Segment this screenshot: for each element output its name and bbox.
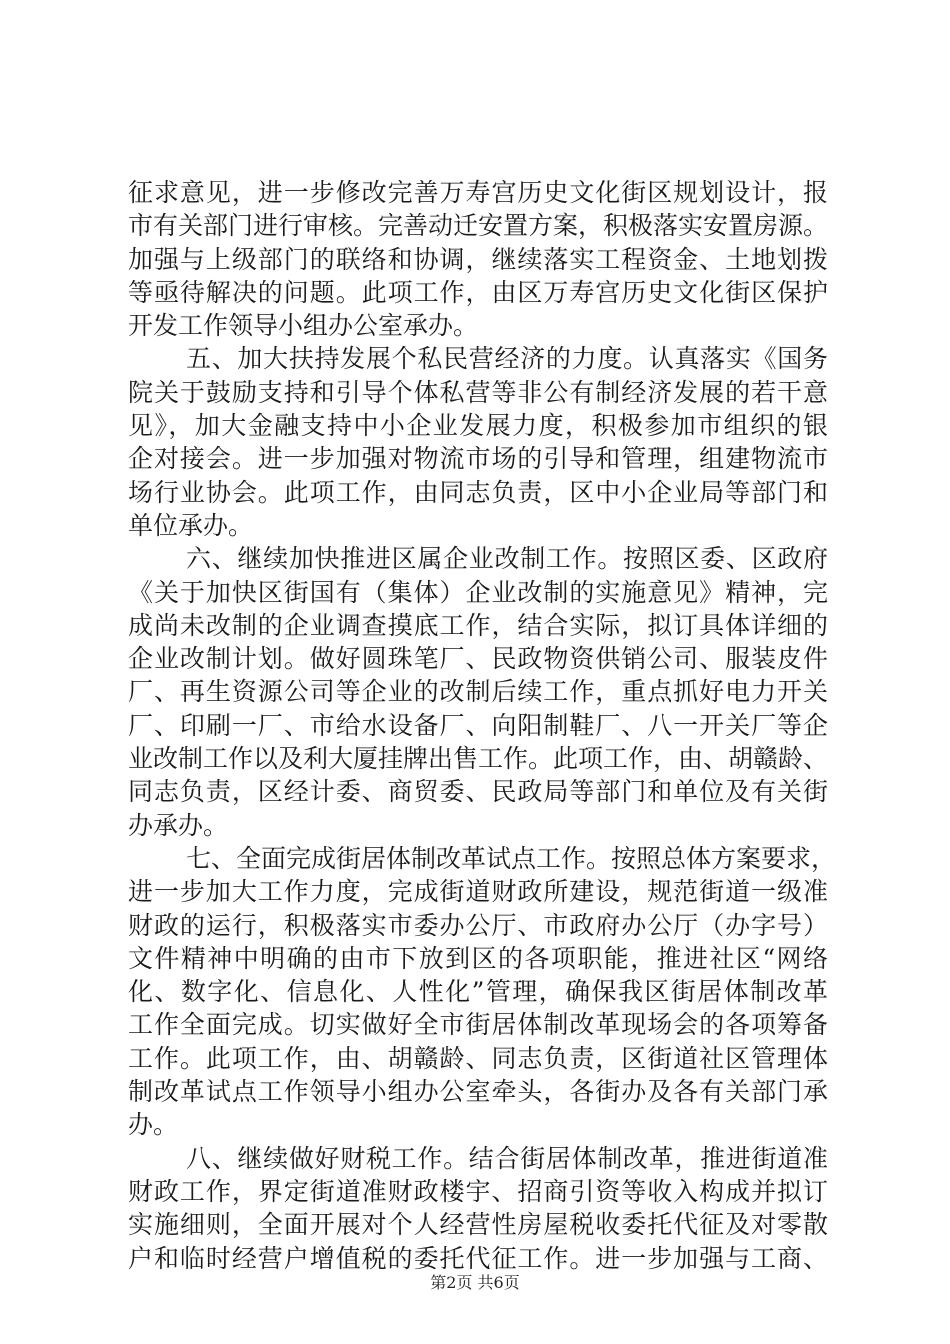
text-line: 厂、再生资源公司等企业的改制后续工作，重点抓好电力开关 bbox=[128, 677, 828, 707]
text-line: 同志负责，区经计委、商贸委、民政局等部门和单位及有关街 bbox=[128, 777, 828, 807]
page-number-footer: 第2页 共6页 bbox=[430, 1273, 520, 1292]
text-line: 单位承办。 bbox=[128, 510, 254, 540]
text-line: 文件精神中明确的由市下放到区的各项职能，推进社区“网络 bbox=[128, 943, 828, 973]
text-line: 《关于加快区街国有（集体）企业改制的实施意见》精神，完 bbox=[128, 577, 828, 607]
text-line: 化、数字化、信息化、人性化”管理，确保我区街居体制改革 bbox=[128, 977, 828, 1007]
text-line: 进一步加大工作力度，完成街道财政所建设，规范街道一级准 bbox=[128, 877, 828, 907]
document-body bbox=[128, 176, 837, 1275]
text-line: 见》，加大金融支持中小企业发展力度，积极参加市组织的银 bbox=[128, 411, 828, 441]
text-line: 实施细则，全面开展对个人经营性房屋税收委托代征及对零散 bbox=[128, 1210, 828, 1240]
section-heading-line: 五、加大扶持发展个私民营经济的力度。认真落实《国务 bbox=[186, 344, 828, 374]
text-line: 加强与上级部门的联络和协调，继续落实工程资金、土地划拨 bbox=[128, 244, 828, 274]
text-line: 办承办。 bbox=[128, 810, 229, 840]
text-line: 工作全面完成。切实做好全市街居体制改革现场会的各项筹备 bbox=[128, 1010, 828, 1040]
text-line: 工作。此项工作，由、胡赣龄、同志负责，区街道社区管理体 bbox=[128, 1043, 828, 1073]
text-line: 业改制工作以及利大厦挂牌出售工作。此项工作，由、胡赣龄、 bbox=[128, 744, 829, 774]
section-heading-line: 六、继续加快推进区属企业改制工作。按照区委、区政府 bbox=[186, 544, 828, 574]
text-line: 办。 bbox=[128, 1110, 179, 1140]
text-line: 财政工作，界定街道准财政楼宇、招商引资等收入构成并拟订 bbox=[128, 1176, 828, 1206]
section-heading-line: 八、继续做好财税工作。结合街居体制改革，推进街道准 bbox=[186, 1143, 828, 1173]
text-line: 户和临时经营户增值税的委托代征工作。进一步加强与工商、 bbox=[128, 1243, 828, 1273]
text-line: 开发工作领导小组办公室承办。 bbox=[128, 311, 479, 341]
text-line: 企业改制计划。做好圆珠笔厂、民政物资供销公司、服装皮件 bbox=[128, 644, 828, 674]
text-line: 厂、印刷一厂、市给水设备厂、向阳制鞋厂、八一开关厂等企 bbox=[128, 710, 828, 740]
text-line: 场行业协会。此项工作，由同志负责，区中小企业局等部门和 bbox=[128, 477, 828, 507]
text-line: 财政的运行，积极落实市委办公厅、市政府办公厅（办字号） bbox=[128, 910, 828, 940]
text-line: 制改革试点工作领导小组办公室牵头，各街办及各有关部门承 bbox=[128, 1077, 828, 1107]
text-line: 市有关部门进行审核。完善动迁安置方案，积极落实安置房源。 bbox=[128, 211, 829, 241]
text-line: 征求意见，进一步修改完善万寿宫历史文化街区规划设计，报 bbox=[128, 178, 828, 207]
text-line: 企对接会。进一步加强对物流市场的引导和管理，组建物流市 bbox=[128, 444, 828, 474]
text-line: 等亟待解决的问题。此项工作，由区万寿宫历史文化街区保护 bbox=[128, 277, 828, 307]
text-line: 院关于鼓励支持和引导个体私营等非公有制经济发展的若干意 bbox=[128, 377, 828, 407]
text-line: 成尚未改制的企业调查摸底工作，结合实际，拟订具体详细的 bbox=[128, 610, 828, 640]
section-heading-line: 七、全面完成街居体制改革试点工作。按照总体方案要求， bbox=[186, 843, 837, 873]
